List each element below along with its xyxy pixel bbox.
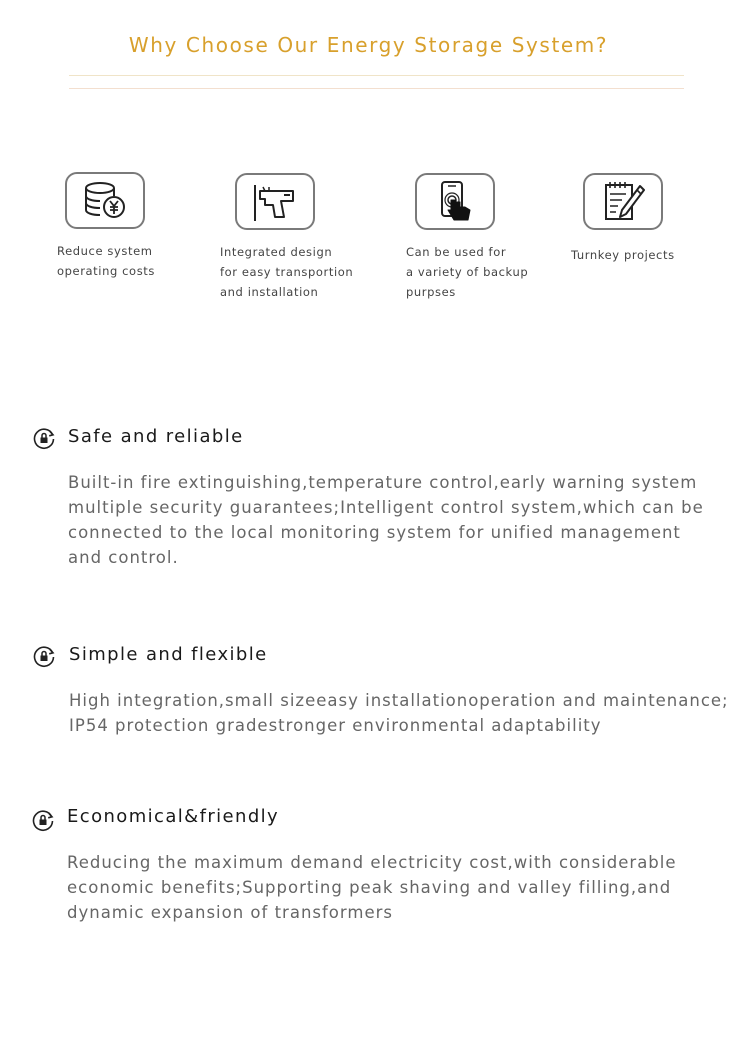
section-body: Built-in fire extinguishing,temperature control,early warning system multiple security guarantees;Intelligent control system,which can be connected to the local monitoring system for unified management and control.	[68, 473, 704, 567]
title-divider-top	[69, 75, 684, 76]
page-title: Why Choose Our Energy Storage System?	[128, 33, 609, 57]
section-title: Economical&friendly	[67, 806, 280, 827]
database-yuan-icon	[65, 172, 145, 229]
feature-text: Reduce system operating costs	[57, 244, 155, 278]
section-title: Simple and flexible	[69, 644, 268, 665]
circular-lock-icon	[32, 426, 56, 450]
section-body: Reducing the maximum demand electricity cost,with considerable economic benefits;Supporting peak shaving and valley filling,and dynamic expansion of transformers	[67, 853, 677, 922]
title-divider-bottom	[69, 88, 684, 89]
notepad-pencil-icon	[583, 173, 663, 230]
feature-text: Turnkey projects	[571, 248, 675, 262]
smartphone-touch-icon	[415, 173, 495, 230]
circular-lock-icon	[31, 808, 55, 832]
feature-text: Integrated design for easy transportion and installation	[220, 245, 354, 299]
drill-tool-icon	[235, 173, 315, 230]
section-title: Safe and reliable	[68, 426, 244, 447]
circular-lock-icon	[32, 644, 56, 668]
feature-text: Can be used for a variety of backup purpses	[406, 245, 529, 299]
section-body: High integration,small sizeeasy installationoperation and maintenance; IP54 protection gradestronger environmental adaptability	[69, 691, 729, 735]
